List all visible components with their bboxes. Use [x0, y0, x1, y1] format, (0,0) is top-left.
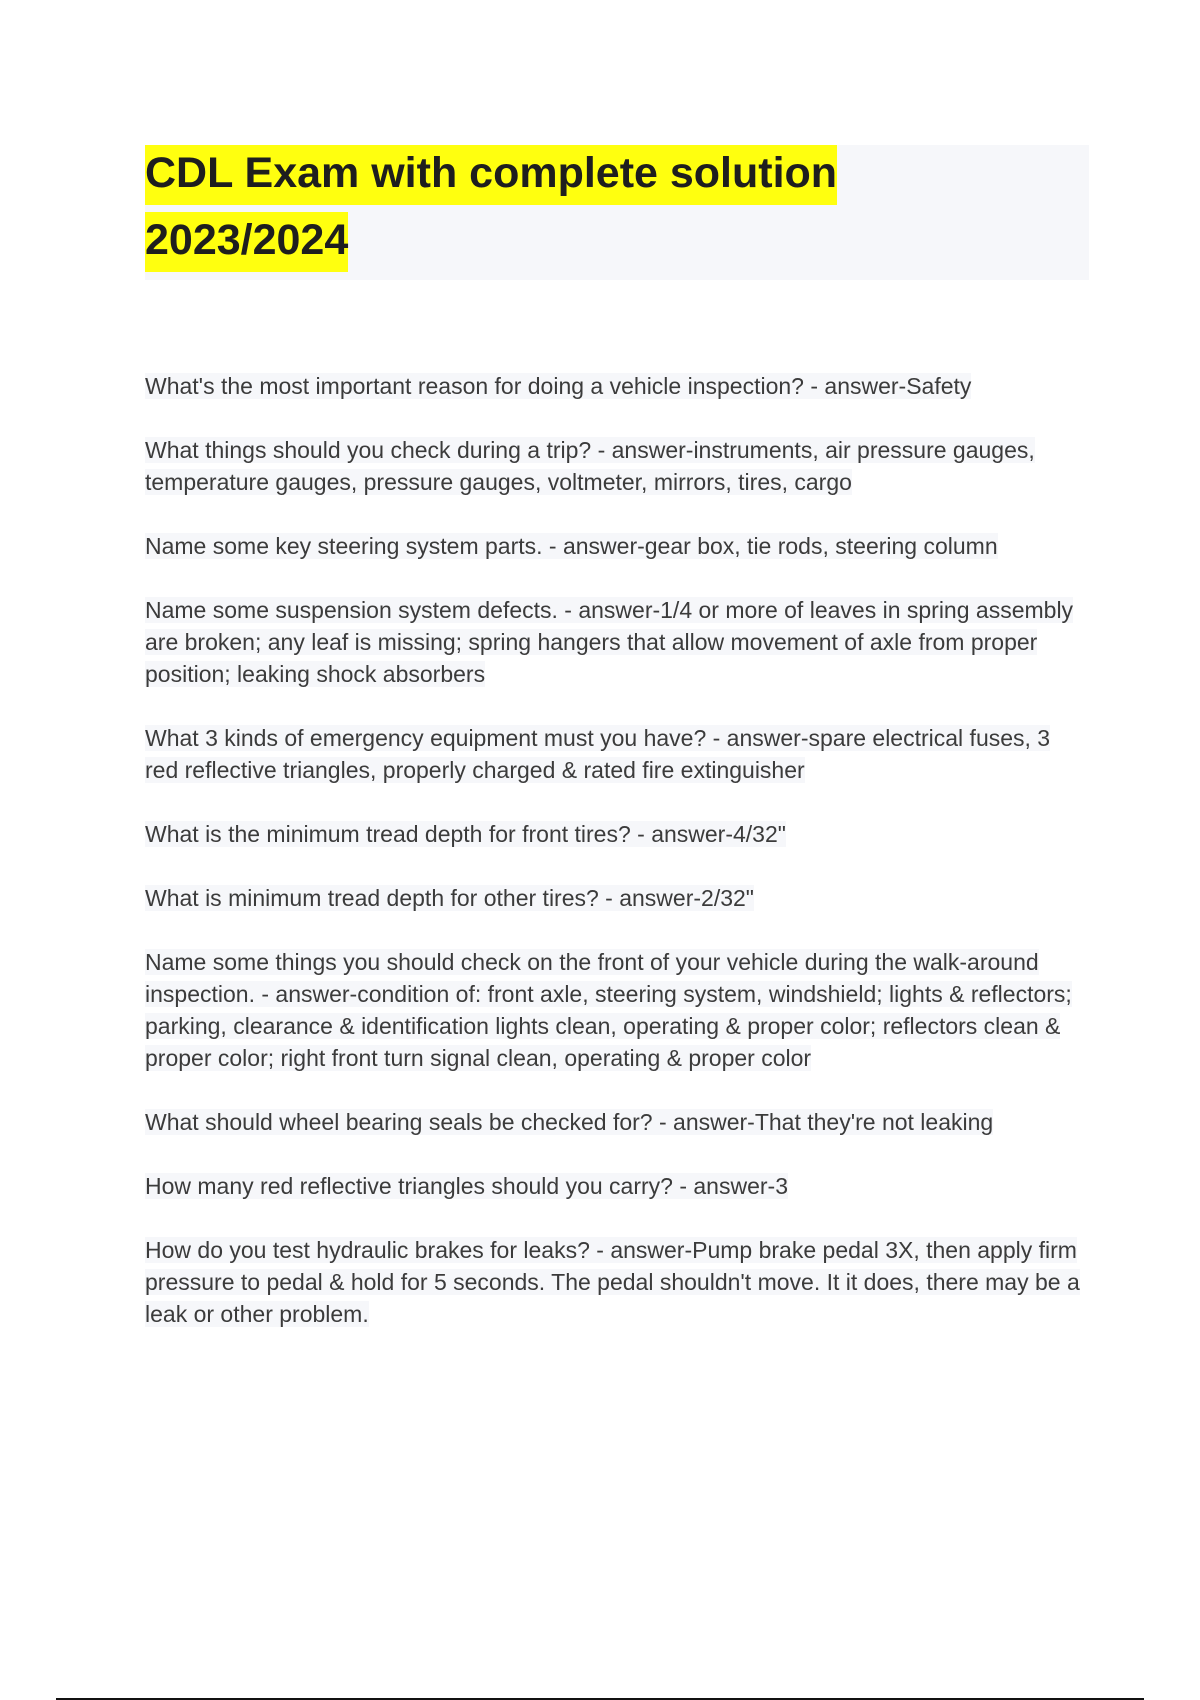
qa-item: [145, 530, 1089, 562]
qa-text: How many red reflective triangles should you carry? - answer-3: [145, 1173, 788, 1199]
qa-text: How do you test hydraulic brakes for leaks? - answer-Pump brake pedal 3X, then apply firm pressure to pedal & hold for 5 seconds. The pedal shouldn't move. It it does, there may be a leak or other problem.: [145, 1237, 1080, 1327]
qa-item: [145, 882, 1089, 914]
qa-item: [145, 1170, 1089, 1202]
title-line-2: [145, 212, 1089, 279]
document-page: [145, 145, 1089, 1362]
qa-item: [145, 946, 1089, 1074]
qa-item: [145, 370, 1089, 402]
qa-text: What is the minimum tread depth for front tires? - answer-4/32": [145, 821, 786, 847]
qa-text: Name some suspension system defects. - answer-1/4 or more of leaves in spring assembly are broken; any leaf is missing; spring hangers that allow movement of axle from proper position; leaking shock absorbers: [145, 597, 1074, 687]
qa-text: What should wheel bearing seals be checked for? - answer-That they're not leaking: [145, 1109, 994, 1135]
qa-item: [145, 722, 1089, 786]
title-line-1: [145, 145, 1089, 212]
document-title-line-2: 2023/2024: [145, 212, 348, 272]
qa-text: What 3 kinds of emergency equipment must you have? - answer-spare electrical fuses, 3 red reflective triangles, properly charged & rated fire extinguisher: [145, 725, 1051, 783]
qa-item: [145, 1234, 1089, 1330]
qa-text: Name some key steering system parts. - answer-gear box, tie rods, steering column: [145, 533, 998, 559]
qa-item: [145, 594, 1089, 690]
qa-text: What's the most important reason for doing a vehicle inspection? - answer-Safety: [145, 373, 972, 399]
title-block: [145, 145, 1089, 280]
qa-text: What is minimum tread depth for other tires? - answer-2/32": [145, 885, 754, 911]
qa-text: Name some things you should check on the front of your vehicle during the walk-around inspection. - answer-condition of: front axle, steering system, windshield; lights & reflectors; parking, clearance & identification lights clean, operating & proper color; reflectors clean & proper color; right front turn signal clean, operating & proper color: [145, 949, 1072, 1071]
qa-item: [145, 1106, 1089, 1138]
qa-item: [145, 818, 1089, 850]
document-title-line-1: CDL Exam with complete solution: [145, 145, 837, 205]
qa-item: [145, 434, 1089, 498]
qa-text: What things should you check during a trip? - answer-instruments, air pressure gauges, temperature gauges, pressure gauges, voltmeter, mirrors, tires, cargo: [145, 437, 1035, 495]
qa-list: [145, 370, 1089, 1330]
